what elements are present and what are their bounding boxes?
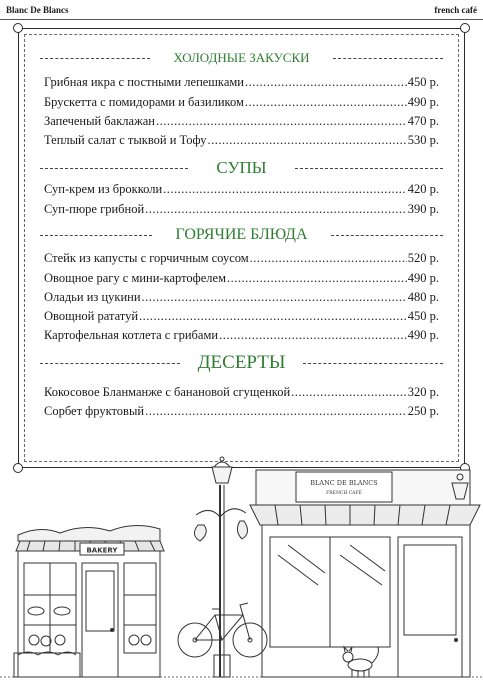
section-rule [40, 168, 188, 169]
dot-leader [163, 182, 407, 197]
menu-item-price: 450 р. [407, 75, 439, 89]
menu-item-price: 490 р. [407, 328, 439, 342]
dot-leader [219, 328, 407, 343]
menu-item-name: Кокосовое Бланманже с банановой сгущенкой [44, 385, 291, 399]
frame-corner-ornament [460, 23, 470, 33]
menu-item-name: Сорбет фруктовый [44, 404, 145, 418]
frame-corner-ornament [13, 23, 23, 33]
menu-item-name: Стейк из капусты с горчичным соусом [44, 251, 249, 265]
dot-leader [145, 404, 407, 419]
cafe-sign-title: BLANC DE BLANCS [310, 479, 378, 487]
menu-item-price: 530 р. [407, 133, 439, 147]
menu-item-price: 490 р. [407, 95, 439, 109]
menu-item [44, 271, 439, 289]
section-rule [303, 363, 443, 364]
section-title-label: ГОРЯЧИЕ БЛЮДА [169, 226, 313, 243]
section-rule [295, 168, 443, 169]
bakery-sign: BAKERY [86, 546, 118, 555]
menu-item [44, 182, 439, 200]
menu-item [44, 202, 439, 220]
menu-item [44, 95, 439, 113]
menu-item-name: Оладьи из цукини [44, 290, 141, 304]
header-bar [0, 0, 483, 20]
menu-item [44, 328, 439, 346]
menu-item-name: Теплый салат с тыквой и Тофу [44, 133, 207, 147]
menu-item-price: 480 р. [407, 290, 439, 304]
menu-item-name: Овощной рататуй [44, 309, 139, 323]
brand-tagline: french café [434, 5, 477, 15]
menu-item [44, 133, 439, 151]
menu-item [44, 114, 439, 132]
menu-item-name: Грибная икра с постными лепешками [44, 75, 244, 89]
menu-item-name: Овощное рагу с мини-картофелем [44, 271, 227, 285]
dot-leader [145, 202, 407, 217]
section-rule [40, 235, 152, 236]
menu-item-price: 470 р. [407, 114, 439, 128]
section-title-label: СУПЫ [210, 158, 272, 177]
section-title-label: ХОЛОДНЫЕ ЗАКУСКИ [167, 50, 315, 65]
section-rule [333, 58, 443, 59]
section-rule [331, 235, 443, 236]
menu-item-price: 250 р. [407, 404, 439, 418]
menu-item-name: Запеченый баклажан [44, 114, 155, 128]
section-title-cold-starters [40, 50, 443, 66]
dot-leader [245, 75, 407, 90]
section-rule [40, 363, 180, 364]
menu-item-price: 320 р. [407, 385, 439, 399]
menu-item-price: 390 р. [407, 202, 439, 216]
menu-item [44, 290, 439, 308]
section-title-label: ДЕСЕРТЫ [192, 352, 292, 373]
menu-item-name: Картофельная котлета с грибами [44, 328, 219, 342]
bicycle-drawing [178, 603, 267, 657]
menu-item-price: 520 р. [407, 251, 439, 265]
section-title-soups [40, 158, 443, 178]
dot-leader [156, 114, 407, 129]
dot-leader [139, 309, 407, 324]
section-title-desserts [40, 352, 443, 374]
menu-item [44, 309, 439, 327]
dot-leader [250, 251, 407, 266]
menu-item-name: Брускетта с помидорами и базиликом [44, 95, 244, 109]
cat-drawing [343, 647, 378, 677]
cafe-storefront-drawing [250, 470, 480, 677]
menu-item-name: Суп-крем из брокколи [44, 182, 163, 196]
menu-item [44, 251, 439, 269]
menu-item [44, 404, 439, 422]
bakery-storefront-drawing [14, 525, 164, 677]
header-divider [0, 19, 483, 20]
street-scene-illustration [0, 455, 483, 692]
menu-item-price: 450 р. [407, 309, 439, 323]
dot-leader [208, 133, 407, 148]
cafe-sign-subtitle: FRENCH CAFÉ [326, 491, 362, 496]
dot-leader [245, 95, 407, 110]
street-lamp-drawing [194, 457, 247, 677]
menu-item-price: 420 р. [407, 182, 439, 196]
menu-item-name: Суп-пюре грибной [44, 202, 145, 216]
dot-leader [227, 271, 407, 286]
menu-item [44, 385, 439, 403]
brand-name: Blanc De Blancs [6, 5, 69, 15]
dot-leader [142, 290, 407, 305]
menu-item [44, 75, 439, 93]
section-title-hot-dishes [40, 226, 443, 244]
section-rule [40, 58, 150, 59]
dot-leader [291, 385, 407, 400]
menu-item-price: 490 р. [407, 271, 439, 285]
